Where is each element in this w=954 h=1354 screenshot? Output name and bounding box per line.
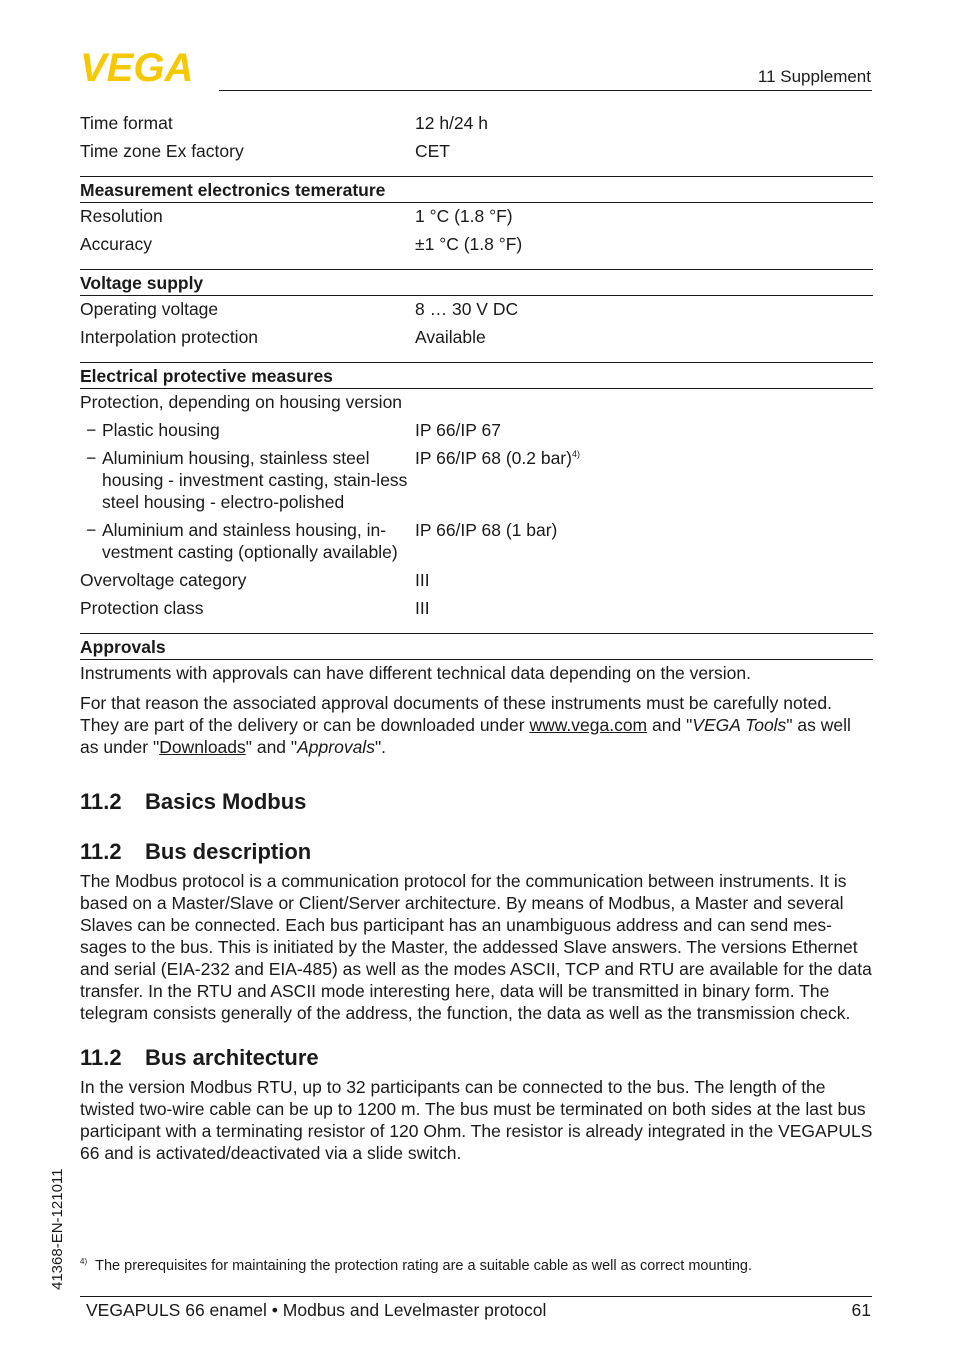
bus-architecture-text: In the version Modbus RTU, up to 32 participants can be connected to the bus. The length of the twisted two-wire cable can be up to 1200 m. The bus must be terminated on both sides at the last bus participant with a terminating resistor of 120 Ohm. The resistor is already integrated in the VEGAPULS 66 and is activated/deactivated via a slide switch. <box>80 1077 873 1163</box>
spec-label: Aluminium housing, stainless steel housing - investment casting, stain-less steel housing - electro-polished <box>102 448 408 512</box>
spec-label: Time zone Ex factory <box>80 141 244 161</box>
spec-label: Time format <box>80 113 173 133</box>
spec-row <box>80 569 873 591</box>
spec-label: Overvoltage category <box>80 570 247 590</box>
spec-value: CET <box>415 141 450 161</box>
spec-row <box>80 298 873 320</box>
page-number: 61 <box>851 1300 871 1320</box>
spec-subrow <box>80 419 873 441</box>
group-heading-electrical: Electrical protective measures <box>80 362 873 389</box>
heading-number: 11.2 <box>80 839 122 864</box>
spec-label: Operating voltage <box>80 299 219 319</box>
text-run: ". <box>374 737 387 757</box>
vega-logo <box>80 50 212 84</box>
dash-marker: − <box>86 520 97 540</box>
spec-row <box>80 326 873 348</box>
spec-subrow <box>80 519 873 563</box>
spec-label: Resolution <box>80 206 163 226</box>
spec-subrow <box>80 447 873 513</box>
text-run: For that reason the associated approval documents of these instruments must be carefully noted. They are part of the delivery or can be downloaded under <box>80 693 832 735</box>
footer-title: VEGAPULS 66 enamel • Modbus and Levelmaster protocol <box>86 1300 547 1320</box>
spec-row <box>80 140 873 162</box>
spec-value: IP 66/IP 67 <box>415 420 501 440</box>
document-code: 41368-EN-121011 <box>49 1168 66 1290</box>
spec-row <box>80 597 873 619</box>
dash-marker: − <box>86 448 97 468</box>
approvals-paragraph: Instruments with approvals can have different technical data depending on the version. <box>80 663 751 683</box>
menu-term: VEGA Tools <box>692 715 787 735</box>
spec-value: Available <box>415 327 486 347</box>
heading-bus-architecture <box>80 1044 873 1072</box>
footnote <box>80 1257 752 1274</box>
group-heading-approvals: Approvals <box>80 633 873 660</box>
heading-basics-modbus <box>80 788 873 816</box>
spec-label: Protection class <box>80 598 204 618</box>
spec-value: ±1 °C (1.8 °F) <box>415 234 523 254</box>
spec-value: IP 66/IP 68 (1 bar) <box>415 520 558 540</box>
heading-title: Bus architecture <box>145 1045 319 1070</box>
footer-rule <box>80 1296 872 1297</box>
menu-term: Approvals <box>297 737 375 757</box>
dash-marker: − <box>86 420 97 440</box>
spec-row <box>80 391 873 413</box>
group-heading-measurement: Measurement electronics temerature <box>80 176 873 203</box>
vega-website-link[interactable]: www.vega.com <box>529 715 648 735</box>
spec-value: III <box>415 598 430 618</box>
heading-title: Basics Modbus <box>145 789 307 814</box>
heading-bus-description <box>80 838 873 866</box>
heading-number: 11.2 <box>80 1045 122 1070</box>
approvals-paragraph <box>80 692 873 758</box>
spec-label: Aluminium and stainless housing, in-vestment casting (optionally available) <box>102 520 398 562</box>
text-run: " and " <box>245 737 298 757</box>
spec-label: Interpolation protection <box>80 327 259 347</box>
heading-number: 11.2 <box>80 789 122 814</box>
text-run: and " <box>647 715 693 735</box>
spec-value-wrap <box>415 447 873 513</box>
spec-row <box>80 112 873 134</box>
spec-value: III <box>415 570 430 590</box>
footnote-ref: 4) <box>571 449 580 460</box>
spec-row <box>80 205 873 227</box>
vega-logo-text: VEGA <box>80 50 194 84</box>
spec-label: Protection, depending on housing version <box>80 392 403 412</box>
footnote-mark: 4) <box>80 1257 88 1266</box>
page-content <box>80 112 873 1170</box>
spec-value: 8 … 30 V DC <box>415 299 519 319</box>
spec-value: IP 66/IP 68 (0.2 bar) <box>415 448 572 468</box>
spec-value: 1 °C (1.8 °F) <box>415 206 513 226</box>
footnote-text: The prerequisites for maintaining the protection rating are a suitable cable as well as correct mounting. <box>95 1257 753 1274</box>
spec-label: Plastic housing <box>102 420 220 440</box>
spec-row <box>80 233 873 255</box>
spec-value: 12 h/24 h <box>415 113 488 133</box>
group-heading-voltage: Voltage supply <box>80 269 873 296</box>
text-run: " as well as under " <box>80 715 851 757</box>
downloads-link[interactable]: Downloads <box>159 737 246 757</box>
bus-description-text: The Modbus protocol is a communication protocol for the communication between instruments. It is based on a Master/Slave or Client/Server architecture. By means of Modbus, a Master and several Slaves can be connected. Each bus participant has an unambiguous address and can send mes-sages to the bus. This is initiated by the Master, the addessed Slave answers. The versions Ethernet and serial (EIA-232 and EIA-485) as well as the modes ASCII, TCP and RTU are available for the data transfer. In the RTU and ASCII mode interesting here, data will be transmitted in binary form. The telegram consists generally of the address, the function, the data as well as the transmission check. <box>80 871 872 1023</box>
header-rule <box>219 90 872 91</box>
spec-label: Accuracy <box>80 234 152 254</box>
section-label: 11 Supplement <box>757 67 871 86</box>
heading-title: Bus description <box>145 839 312 864</box>
